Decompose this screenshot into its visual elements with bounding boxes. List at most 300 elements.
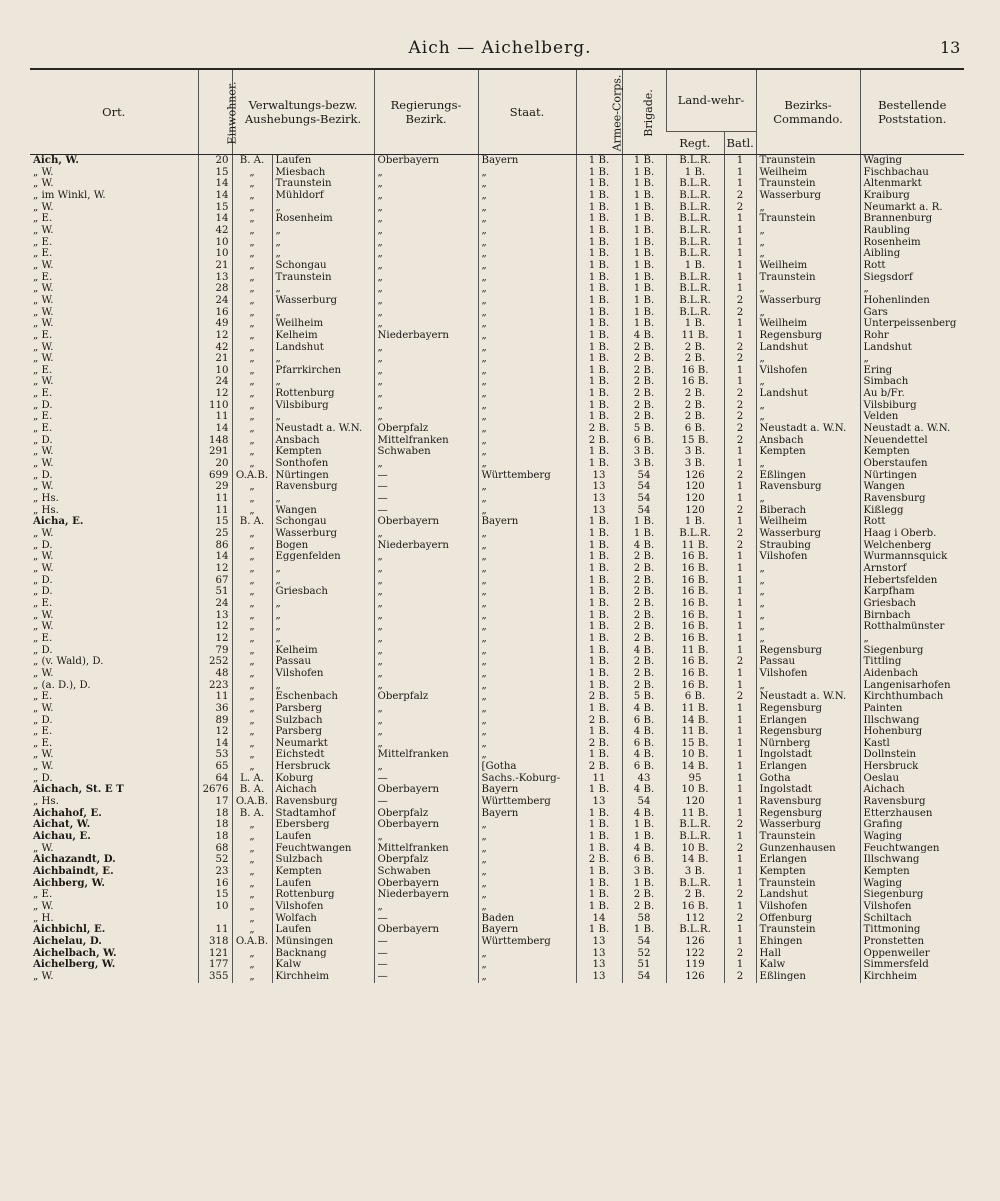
cell-ort: „ E. (33, 329, 53, 341)
cell-staat: „ (478, 237, 576, 249)
cell-ort: „ W. (33, 224, 54, 236)
cell-verwaltung-behoerde: „ (232, 878, 272, 890)
table-row (30, 703, 964, 715)
cell-regierung: Oberpfalz (374, 691, 478, 703)
cell-verwaltung-behoerde: „ (232, 237, 272, 249)
cell-staat: „ (478, 819, 576, 831)
cell-brigade: 1 B. (622, 225, 666, 237)
cell-ort: „ W. (33, 901, 54, 912)
cell-verwaltung-amt: Neumarkt (272, 738, 374, 750)
cell-regierung: Oberbayern (374, 878, 478, 890)
cell-verwaltung-behoerde: „ (232, 738, 272, 750)
cell-regierung: „ (374, 598, 478, 610)
cell-verwaltung-amt: „ (272, 610, 374, 622)
cell-armee: 1 B. (576, 190, 622, 202)
col-header-einwohner (198, 69, 238, 155)
cell-verwaltung-amt: Wolfach (272, 913, 374, 925)
cell-ort: Aichelbach, W. (33, 947, 117, 959)
cell-bezirks: Biberach (756, 505, 860, 517)
cell-verwaltung-amt: „ (272, 202, 374, 214)
cell-batl: 1 (724, 621, 756, 633)
cell-regt: 6 B. (666, 691, 724, 703)
cell-verwaltung-amt: „ (272, 237, 374, 249)
cell-armee: 1 B. (576, 272, 622, 284)
table-row (30, 423, 964, 435)
cell-batl: 1 (724, 831, 756, 843)
cell-einwohner: 10 (198, 365, 232, 377)
cell-regierung: „ (374, 388, 478, 400)
cell-post: Raubling (860, 225, 964, 237)
cell-brigade: 2 B. (622, 621, 666, 633)
cell-bezirks: „ (756, 458, 860, 470)
cell-einwohner: 52 (198, 854, 232, 866)
cell-verwaltung-amt: „ (272, 283, 374, 295)
cell-regt: B.L.R. (666, 272, 724, 284)
page-title: Aich — Aichelberg. (408, 38, 592, 58)
cell-staat: „ (478, 749, 576, 761)
cell-armee: 1 B. (576, 889, 622, 901)
cell-regierung: „ (374, 213, 478, 225)
cell-ort: „ im Winkl, W. (33, 189, 106, 201)
cell-ort: „ W. (33, 970, 54, 982)
cell-verwaltung-behoerde: „ (232, 715, 272, 727)
cell-staat: „ (478, 167, 576, 179)
cell-armee: 1 B. (576, 365, 622, 377)
cell-post: Rott (860, 260, 964, 272)
cell-verwaltung-behoerde: „ (232, 283, 272, 295)
cell-bezirks: Traunstein (756, 178, 860, 190)
cell-verwaltung-behoerde: „ (232, 680, 272, 692)
cell-ort: „ H. (33, 912, 54, 924)
cell-post: Rott (860, 516, 964, 528)
cell-verwaltung-amt: Neustadt a. W.N. (272, 423, 374, 435)
cell-armee: 1 B. (576, 307, 622, 319)
cell-verwaltung-amt: Schongau (272, 516, 374, 528)
table-row (30, 936, 964, 948)
cell-einwohner: 86 (198, 540, 232, 552)
cell-regierung: „ (374, 167, 478, 179)
cell-ort: „ W. (33, 306, 54, 318)
cell-armee: 1 B. (576, 540, 622, 552)
cell-batl: 2 (724, 505, 756, 517)
cell-einwohner: 14 (198, 190, 232, 202)
cell-brigade: 6 B. (622, 738, 666, 750)
cell-batl: 1 (724, 260, 756, 272)
cell-verwaltung-amt: Schongau (272, 260, 374, 272)
cell-batl: 2 (724, 948, 756, 960)
cell-einwohner: 25 (198, 528, 232, 540)
cell-post: Langenisarhofen (860, 680, 964, 692)
table-row (30, 586, 964, 598)
cell-batl: 2 (724, 411, 756, 423)
cell-einwohner: 15 (198, 516, 232, 528)
table-row (30, 493, 964, 505)
cell-ort: Aichat, W. (33, 819, 91, 831)
cell-staat: „ (478, 342, 576, 354)
cell-staat: „ (478, 971, 576, 983)
cell-regierung: — (374, 936, 478, 948)
cell-ort: „ W. (33, 283, 54, 295)
cell-batl: 1 (724, 225, 756, 237)
table-row (30, 237, 964, 249)
table-row (30, 411, 964, 423)
cell-bezirks: Weilheim (756, 260, 860, 272)
cell-armee: 1 B. (576, 353, 622, 365)
cell-batl: 1 (724, 330, 756, 342)
cell-brigade: 54 (622, 796, 666, 808)
cell-post: Hebertsfelden (860, 575, 964, 587)
cell-verwaltung-behoerde: „ (232, 423, 272, 435)
cell-regt: 120 (666, 796, 724, 808)
cell-verwaltung-behoerde: „ (232, 435, 272, 447)
cell-bezirks: „ (756, 283, 860, 295)
cell-brigade: 1 B. (622, 260, 666, 272)
col-header-regierung: Regierungs-Bezirk. (374, 69, 478, 155)
cell-einwohner: 49 (198, 318, 232, 330)
cell-batl: 2 (724, 400, 756, 412)
cell-armee: 1 B. (576, 621, 622, 633)
cell-armee: 13 (576, 796, 622, 808)
table-row (30, 598, 964, 610)
cell-bezirks: Wasserburg (756, 528, 860, 540)
cell-brigade: 1 B. (622, 516, 666, 528)
cell-staat: „ (478, 645, 576, 657)
cell-armee: 1 B. (576, 680, 622, 692)
cell-einwohner: 14 (198, 551, 232, 563)
cell-regierung: Oberbayern (374, 784, 478, 796)
cell-brigade: 2 B. (622, 376, 666, 388)
cell-ort: „ E. (33, 632, 53, 644)
cell-verwaltung-amt: „ (272, 411, 374, 423)
cell-armee: 1 B. (576, 295, 622, 307)
cell-bezirks: „ (756, 610, 860, 622)
cell-einwohner: 12 (198, 621, 232, 633)
cell-bezirks: Wasserburg (756, 819, 860, 831)
cell-regt: 1 B. (666, 318, 724, 330)
cell-regierung: — (374, 505, 478, 517)
cell-staat: „ (478, 889, 576, 901)
cell-verwaltung-amt: „ (272, 376, 374, 388)
cell-post: „ (860, 353, 964, 365)
cell-verwaltung-amt: Kempten (272, 866, 374, 878)
cell-regt: B.L.R. (666, 190, 724, 202)
cell-bezirks: Passau (756, 656, 860, 668)
cell-regt: 16 B. (666, 680, 724, 692)
table-row (30, 913, 964, 925)
cell-brigade: 2 B. (622, 342, 666, 354)
col-header-einwohner-label: Einwohner. (224, 81, 238, 144)
cell-einwohner: 110 (198, 400, 232, 412)
cell-regt: 16 B. (666, 575, 724, 587)
table-row (30, 342, 964, 354)
cell-ort: „ (a. D.), D. (33, 679, 91, 691)
cell-verwaltung-behoerde: „ (232, 540, 272, 552)
cell-einwohner: 223 (198, 680, 232, 692)
cell-einwohner: 28 (198, 283, 232, 295)
cell-verwaltung-behoerde: „ (232, 854, 272, 866)
cell-verwaltung-amt: „ (272, 621, 374, 633)
cell-regt: 14 B. (666, 761, 724, 773)
cell-regierung: — (374, 971, 478, 983)
cell-post: Feuchtwangen (860, 843, 964, 855)
cell-regierung: Oberpfalz (374, 854, 478, 866)
cell-brigade: 2 B. (622, 656, 666, 668)
table-row (30, 388, 964, 400)
table-row (30, 843, 964, 855)
cell-armee: 2 B. (576, 691, 622, 703)
cell-staat: „ (478, 400, 576, 412)
cell-verwaltung-behoerde: „ (232, 365, 272, 377)
cell-brigade: 2 B. (622, 668, 666, 680)
cell-ort: „ E. (33, 889, 53, 901)
cell-verwaltung-behoerde: „ (232, 586, 272, 598)
cell-einwohner: 48 (198, 668, 232, 680)
cell-regierung: „ (374, 237, 478, 249)
cell-post: Brannenburg (860, 213, 964, 225)
table-row (30, 633, 964, 645)
table-row (30, 656, 964, 668)
cell-armee: 2 B. (576, 435, 622, 447)
cell-ort: „ W. (33, 562, 54, 574)
cell-regt: 11 B. (666, 330, 724, 342)
table-row (30, 540, 964, 552)
cell-staat: „ (478, 423, 576, 435)
cell-staat: Sachs.-Koburg- (478, 773, 576, 785)
cell-einwohner: 15 (198, 889, 232, 901)
cell-batl: 1 (724, 738, 756, 750)
cell-batl: 1 (724, 248, 756, 260)
cell-batl: 2 (724, 656, 756, 668)
cell-brigade: 2 B. (622, 365, 666, 377)
cell-einwohner: 252 (198, 656, 232, 668)
cell-einwohner: 68 (198, 843, 232, 855)
cell-staat: „ (478, 213, 576, 225)
table-row (30, 376, 964, 388)
cell-regierung: „ (374, 621, 478, 633)
cell-armee: 1 B. (576, 668, 622, 680)
cell-ort: „ W. (33, 551, 54, 563)
table-row (30, 784, 964, 796)
cell-post: Ravensburg (860, 493, 964, 505)
cell-armee: 2 B. (576, 738, 622, 750)
cell-regierung: „ (374, 295, 478, 307)
cell-bezirks: Gunzenhausen (756, 843, 860, 855)
cell-ort: „ (v. Wald), D. (33, 656, 104, 668)
cell-bezirks: „ (756, 598, 860, 610)
cell-regt: B.L.R. (666, 248, 724, 260)
cell-bezirks: Traunstein (756, 213, 860, 225)
cell-regierung: „ (374, 726, 478, 738)
cell-regierung: — (374, 959, 478, 971)
table-row (30, 307, 964, 319)
cell-bezirks: Wasserburg (756, 190, 860, 202)
cell-batl: 1 (724, 213, 756, 225)
cell-post: Aidenbach (860, 668, 964, 680)
cell-staat: „ (478, 411, 576, 423)
cell-staat: „ (478, 843, 576, 855)
cell-verwaltung-behoerde: „ (232, 167, 272, 179)
table-row (30, 318, 964, 330)
cell-einwohner: 67 (198, 575, 232, 587)
cell-regt: 1 B. (666, 260, 724, 272)
cell-staat: „ (478, 680, 576, 692)
table-row (30, 901, 964, 913)
cell-verwaltung-amt: Mühldorf (272, 190, 374, 202)
cell-batl: 1 (724, 365, 756, 377)
cell-batl: 1 (724, 272, 756, 284)
cell-verwaltung-behoerde: „ (232, 901, 272, 913)
cell-regt: 16 B. (666, 563, 724, 575)
cell-bezirks: Traunstein (756, 155, 860, 167)
cell-armee: 1 B. (576, 551, 622, 563)
cell-verwaltung-behoerde: „ (232, 505, 272, 517)
cell-regierung: „ (374, 680, 478, 692)
cell-bezirks: „ (756, 248, 860, 260)
table-row (30, 749, 964, 761)
table-row (30, 551, 964, 563)
cell-verwaltung-amt: Aichach (272, 784, 374, 796)
cell-verwaltung-behoerde: „ (232, 190, 272, 202)
cell-batl: 1 (724, 610, 756, 622)
table-row (30, 854, 964, 866)
cell-einwohner: 14 (198, 738, 232, 750)
cell-batl: 1 (724, 598, 756, 610)
cell-bezirks: Straubing (756, 540, 860, 552)
cell-bezirks: Wasserburg (756, 295, 860, 307)
cell-staat: „ (478, 435, 576, 447)
cell-staat: „ (478, 376, 576, 388)
cell-bezirks: Landshut (756, 889, 860, 901)
cell-armee: 1 B. (576, 260, 622, 272)
cell-staat: „ (478, 621, 576, 633)
cell-ort: „ E. (33, 691, 53, 703)
cell-batl: 2 (724, 691, 756, 703)
cell-batl: 1 (724, 283, 756, 295)
cell-armee: 1 B. (576, 831, 622, 843)
cell-einwohner: 11 (198, 691, 232, 703)
cell-einwohner: 24 (198, 598, 232, 610)
cell-post: Neustadt a. W.N. (860, 423, 964, 435)
cell-einwohner: 89 (198, 715, 232, 727)
cell-bezirks: Hall (756, 948, 860, 960)
cell-staat: „ (478, 353, 576, 365)
cell-batl: 2 (724, 843, 756, 855)
cell-regierung: Niederbayern (374, 540, 478, 552)
cell-verwaltung-behoerde: „ (232, 307, 272, 319)
col-header-armee-label: Armee-Corps. (609, 74, 623, 151)
cell-verwaltung-behoerde: „ (232, 761, 272, 773)
cell-verwaltung-behoerde: „ (232, 528, 272, 540)
cell-batl: 1 (724, 854, 756, 866)
cell-einwohner: 42 (198, 225, 232, 237)
col-header-brigade-label: Brigade. (641, 88, 655, 137)
cell-verwaltung-behoerde: O.A.B. (232, 470, 272, 482)
cell-verwaltung-behoerde: „ (232, 703, 272, 715)
cell-verwaltung-amt: Rosenheim (272, 213, 374, 225)
col-header-landwehr: Land-wehr- (666, 69, 756, 131)
cell-bezirks: Weilheim (756, 318, 860, 330)
cell-armee: 1 B. (576, 516, 622, 528)
cell-ort: „ E. (33, 213, 53, 225)
cell-ort: „ D. (33, 586, 53, 598)
cell-batl: 1 (724, 516, 756, 528)
table-row (30, 761, 964, 773)
col-header-armee (576, 69, 622, 155)
cell-batl: 1 (724, 878, 756, 890)
cell-brigade: 5 B. (622, 691, 666, 703)
cell-regt: 11 B. (666, 645, 724, 657)
cell-einwohner: 24 (198, 376, 232, 388)
cell-regierung: — (374, 948, 478, 960)
cell-regierung: „ (374, 365, 478, 377)
cell-ort: „ E. (33, 737, 53, 749)
cell-bezirks: Kempten (756, 866, 860, 878)
table-row (30, 878, 964, 890)
cell-staat: „ (478, 610, 576, 622)
cell-post: „ (860, 633, 964, 645)
table-row (30, 924, 964, 936)
cell-bezirks: Ravensburg (756, 481, 860, 493)
cell-verwaltung-amt: Kelheim (272, 645, 374, 657)
cell-regierung: „ (374, 831, 478, 843)
table-row (30, 190, 964, 202)
cell-post: Tittmoning (860, 924, 964, 936)
cell-post: Simbach (860, 376, 964, 388)
cell-verwaltung-amt: Miesbach (272, 167, 374, 179)
cell-verwaltung-behoerde: „ (232, 843, 272, 855)
cell-post: Rohr (860, 330, 964, 342)
cell-staat: Bayern (478, 924, 576, 936)
cell-batl: 2 (724, 190, 756, 202)
cell-ort: „ E. (33, 423, 53, 435)
cell-armee: 1 B. (576, 749, 622, 761)
cell-staat: „ (478, 715, 576, 727)
cell-einwohner: 12 (198, 563, 232, 575)
cell-post: Siegenburg (860, 889, 964, 901)
cell-regt: 3 B. (666, 446, 724, 458)
cell-bezirks: „ (756, 202, 860, 214)
cell-brigade: 1 B. (622, 272, 666, 284)
cell-regt: 1 B. (666, 167, 724, 179)
table-row (30, 773, 964, 785)
cell-verwaltung-amt: Ravensburg (272, 796, 374, 808)
cell-verwaltung-amt: Feuchtwangen (272, 843, 374, 855)
cell-ort: „ W. (33, 166, 54, 178)
cell-armee: 1 B. (576, 213, 622, 225)
cell-armee: 1 B. (576, 726, 622, 738)
cell-verwaltung-behoerde: B. A. (232, 516, 272, 528)
cell-verwaltung-behoerde: „ (232, 749, 272, 761)
cell-regt: 120 (666, 493, 724, 505)
cell-regierung: Oberbayern (374, 155, 478, 167)
cell-verwaltung-amt: Landshut (272, 342, 374, 354)
cell-batl: 2 (724, 295, 756, 307)
cell-brigade: 2 B. (622, 901, 666, 913)
cell-regt: 2 B. (666, 353, 724, 365)
cell-staat: „ (478, 633, 576, 645)
cell-staat: „ (478, 854, 576, 866)
cell-verwaltung-amt: Weilheim (272, 318, 374, 330)
cell-armee: 2 B. (576, 715, 622, 727)
cell-batl: 1 (724, 924, 756, 936)
cell-armee: 13 (576, 493, 622, 505)
cell-batl: 1 (724, 784, 756, 796)
cell-verwaltung-behoerde: B. A. (232, 155, 272, 167)
cell-einwohner: 14 (198, 213, 232, 225)
cell-post: Wurmannsquick (860, 551, 964, 563)
cell-brigade: 2 B. (622, 400, 666, 412)
cell-brigade: 6 B. (622, 761, 666, 773)
